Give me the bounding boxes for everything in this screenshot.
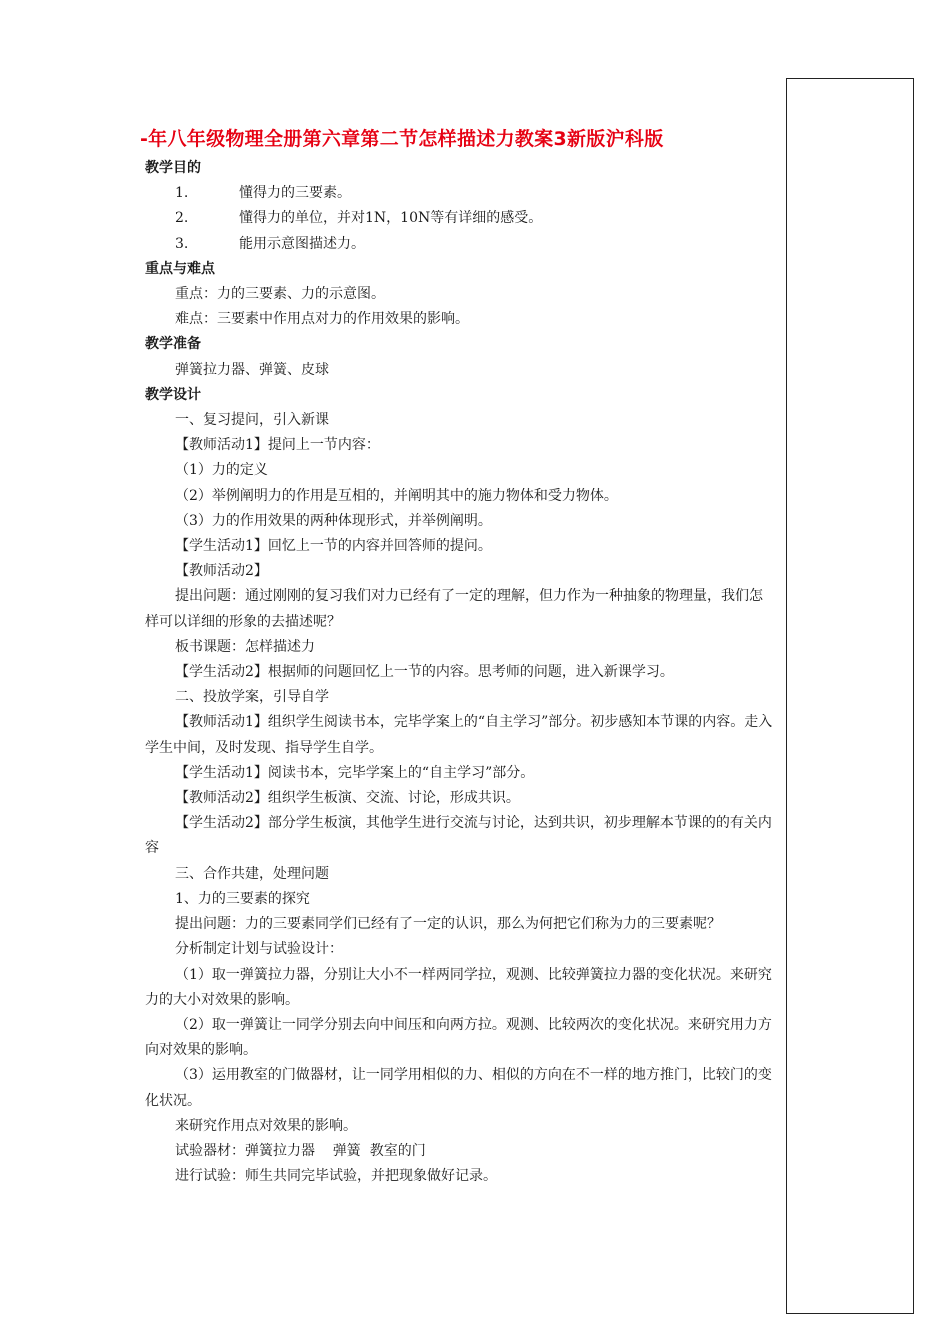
design-paragraph: （2）取一弹簧让一同学分别去向中间压和向两方拉。观测、比较两次的变化状况。来研究用力方向对效果的影响。 [145,1016,772,1059]
key-point-line: 重点：力的三要素、力的示意图。 [175,286,385,303]
design-paragraph: 【教师活动1】提问上一节内容： [175,437,380,454]
goal-item: 2. 懂得力的单位，并对1N，10N等有详细的感受。 [175,210,543,227]
design-paragraph: （3）运用教室的门做器材，让一同学用相似的力、相似的方向在不一样的地方推门，比较门的变化状况。 [145,1067,772,1109]
heading-preparation: 教学准备 [145,336,201,353]
design-paragraph: 【学生活动2】部分学生板演，其他学生进行交流与讨论，达到共识，初步理解本节课的的有关内容 [145,815,772,857]
preparation-line: 弹簧拉力器、弹簧、皮球 [175,361,329,378]
design-paragraph: 【教师活动2】 [175,563,268,580]
document-title: -年八年级物理全册第六章第二节怎样描述力教案3新版沪科版 [140,128,664,150]
design-paragraph: （1）取一弹簧拉力器，分别让大小不一样两同学拉，观测、比较弹簧拉力器的变化状况。来研究力的大小对效果的影响。 [145,966,772,1008]
difficulty-line: 难点：三要素中作用点对力的作用效果的影响。 [175,311,469,328]
design-paragraph: 提出问题：力的三要素同学们已经有了一定的认识，那么为何把它们称为力的三要素呢？ [175,916,721,933]
goal-item: 3. 能用示意图描述力。 [175,235,365,252]
design-paragraph: 【教师活动2】组织学生板演、交流、讨论，形成共识。 [175,790,520,807]
design-paragraph: 【教师活动1】组织学生阅读书本，完毕学案上的“自主学习”部分。初步感知本节课的内容。走入学生中间，及时发现、指导学生自学。 [145,714,773,756]
design-paragraph: 进行试验：师生共同完毕试验，并把现象做好记录。 [175,1168,497,1185]
design-paragraph: （2）举例阐明力的作用是互相的，并阐明其中的施力物体和受力物体。 [175,487,618,504]
side-margin-box [786,78,914,1314]
design-paragraph: （1）力的定义 [175,462,268,479]
design-paragraph: 【学生活动2】根据师的问题回忆上一节的内容。思考师的问题，进入新课学习。 [175,664,674,681]
design-paragraph: 一、复习提问，引入新课 [175,412,329,429]
design-paragraph: 三、合作共建，处理问题 [175,865,329,882]
design-paragraph: 来研究作用点对效果的影响。 [175,1117,357,1134]
document-body [145,156,775,1189]
goal-item: 1. 懂得力的三要素。 [175,185,351,202]
design-paragraph: 二、投放学案，引导自学 [175,689,329,706]
heading-teaching-design: 教学设计 [145,386,201,403]
design-paragraph: 提出问题：通过刚刚的复习我们对力已经有了一定的理解，但力作为一种抽象的物理量，我们怎样可以详细的形象的去描述呢？ [145,588,763,630]
design-paragraph: 板书课题：怎样描述力 [175,638,315,655]
design-paragraph: 1、力的三要素的探究 [175,890,310,907]
design-paragraph: 【学生活动1】阅读书本，完毕学案上的“自主学习”部分。 [175,764,535,781]
design-paragraph: 试验器材：弹簧拉力器 弹簧 教室的门 [175,1142,426,1159]
heading-key-points: 重点与难点 [145,260,215,277]
design-paragraph: （3）力的作用效果的两种体现形式，并举例阐明。 [175,512,492,529]
design-paragraph: 【学生活动1】回忆上一节的内容并回答师的提问。 [175,538,492,555]
design-paragraph: 分析制定计划与试验设计： [175,941,343,958]
heading-teaching-goals: 教学目的 [145,160,201,176]
